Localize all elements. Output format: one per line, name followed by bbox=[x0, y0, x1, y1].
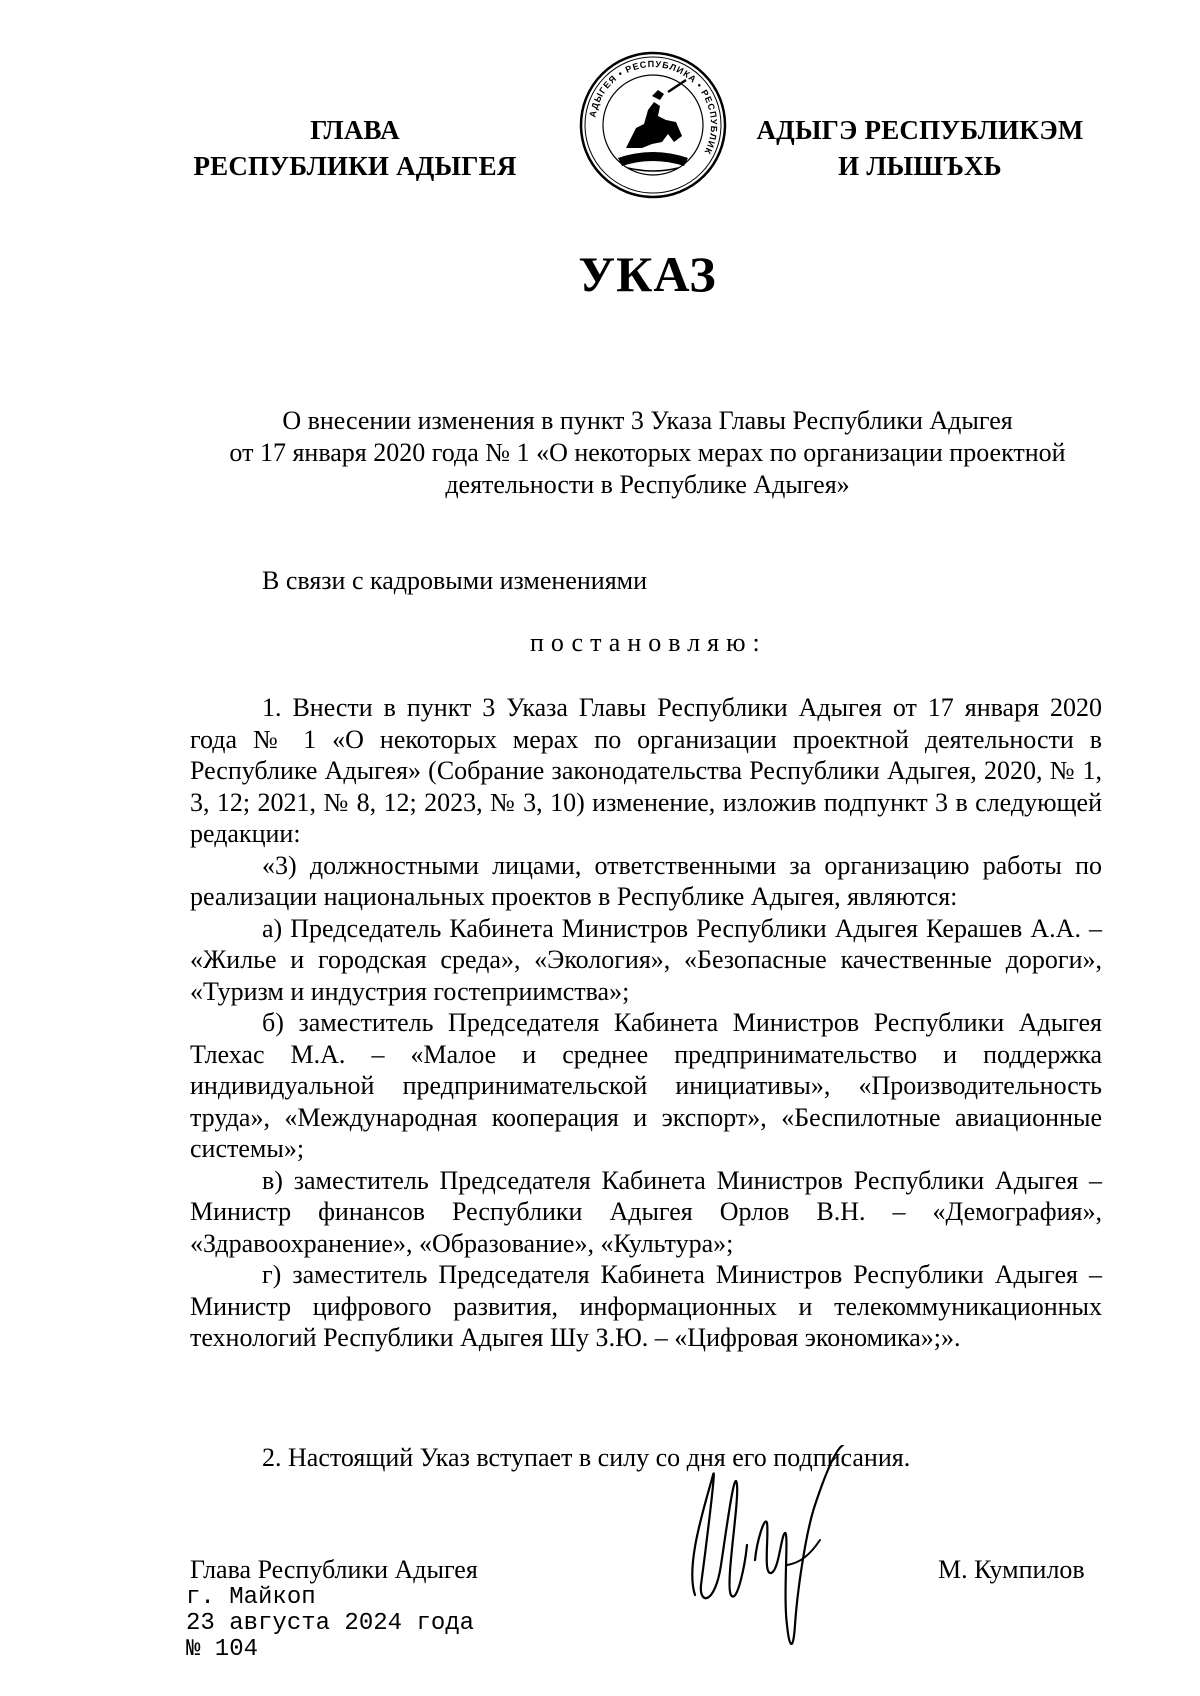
signatory-role: Глава Республики Адыгея bbox=[190, 1555, 478, 1584]
resolve-word: постановляю: bbox=[530, 628, 767, 657]
decree-subject bbox=[200, 405, 1095, 501]
paragraph-2: «3) должностными лицами, ответственными за организацию работы по реализации национальных проектов в Республике Адыгея, являются: bbox=[190, 850, 1102, 911]
paragraph-3: а) Председатель Кабинета Министров Республики Адыгея Керашев А.А. – «Жилье и городская среда», «Экология», «Безопасные качественные дороги», «Туризм и индустрия гостеприимства»; bbox=[190, 913, 1102, 1006]
paragraph-4: б) заместитель Председателя Кабинета Министров Республики Адыгея Тлехас М.А. – «Малое и среднее предпринимательство и поддержка индивидуальной предпринимательской инициативы», «Производительность труда», «Международная кооперация и экспорт», «Беспилотные авиационные системы»; bbox=[190, 1008, 1102, 1163]
place-date-block bbox=[186, 1585, 474, 1663]
emblem-ring-text: АДЫГЕЯ • РЕСПУБЛИКА • РЕСПУБЛИК bbox=[587, 58, 720, 157]
subject-line3: деятельности в Республике Адыгея» bbox=[445, 470, 850, 499]
issuer-russian-line1: ГЛАВА bbox=[310, 115, 400, 145]
paragraph-6: г) заместитель Председателя Кабинета Министров Республики Адыгея – Министр цифрового развития, информационных и телекоммуникационных технологий Республики Адыгея Шу З.Ю. – «Цифровая экономика»;». bbox=[190, 1260, 1102, 1352]
issuer-adyghe-line2: И ЛЫШЪХЬ bbox=[838, 151, 1002, 181]
subject-line2: от 17 января 2020 года № 1 «О некоторых мерах по организации проектной bbox=[229, 438, 1066, 467]
decree-number: № 104 bbox=[186, 1636, 259, 1663]
clause-2 bbox=[190, 1442, 1102, 1474]
document-title: УКАЗ bbox=[578, 246, 717, 302]
coat-of-arms-icon bbox=[578, 50, 728, 200]
subject-line1: О внесении изменения в пункт 3 Указа Главы Республики Адыгея bbox=[282, 406, 1013, 435]
preamble-text: В связи с кадровыми изменениями bbox=[262, 566, 648, 595]
issuer-adyghe bbox=[740, 112, 1100, 184]
preamble bbox=[190, 565, 1102, 597]
paragraph-1: 1. Внести в пункт 3 Указа Главы Республики Адыгея от 17 января 2020 года № 1 «О некоторых мерах по организации проектной деятельности в Республике Адыгея» (Собрание законодательства Республики Адыгея, 2020, № 1, 3, 12; 2021, № 8, 12; 2023, № 3, 10) изменение, изложив подпункт 3 в следующей редакции: bbox=[190, 693, 1102, 848]
decree-body bbox=[190, 692, 1102, 1354]
issue-date: 23 августа 2024 года bbox=[186, 1610, 475, 1637]
issuer-russian-line2: РЕСПУБЛИКИ АДЫГЕЯ bbox=[193, 151, 517, 181]
issue-place: г. Майкоп bbox=[186, 1584, 316, 1611]
issuer-adyghe-line1: АДЫГЭ РЕСПУБЛИКЭМ bbox=[756, 115, 1084, 145]
signatory-name: М. Кумпилов bbox=[938, 1555, 1085, 1584]
handwritten-signature-icon bbox=[675, 1445, 865, 1660]
issuer-russian bbox=[170, 112, 540, 184]
paragraph-5: в) заместитель Председателя Кабинета Министров Республики Адыгея – Министр финансов Республики Адыгея Орлов В.Н. – «Демография», «Здравоохранение», «Образование», «Культура»; bbox=[190, 1165, 1102, 1258]
clause-2-text: 2. Настоящий Указ вступает в силу со дня его подписания. bbox=[262, 1443, 911, 1472]
